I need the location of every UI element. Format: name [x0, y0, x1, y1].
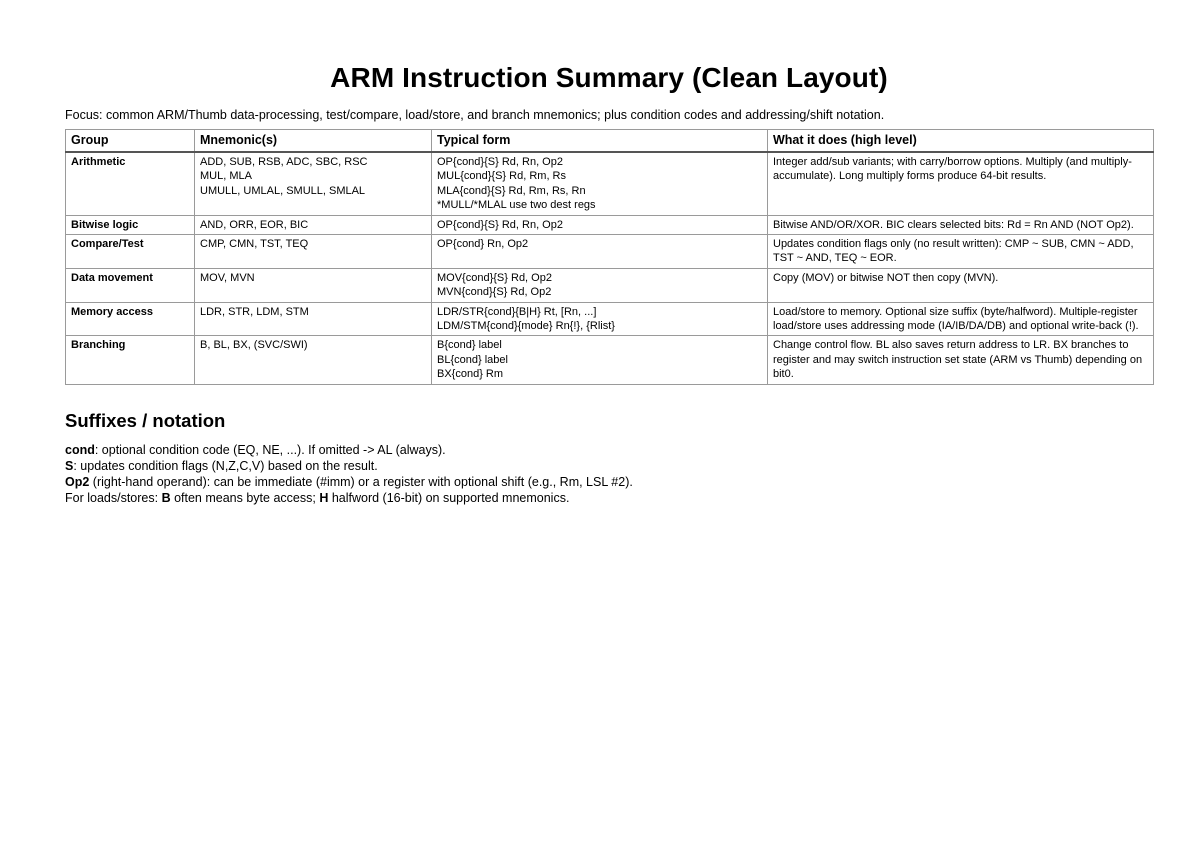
focus-paragraph: Focus: common ARM/Thumb data-processing, test/compare, load/store, and branch mnemonics; plus condition codes and addressing/shift notation.	[65, 108, 885, 122]
table-row	[66, 235, 1154, 269]
row-mnemonics	[195, 336, 432, 384]
form-line: B{cond} label	[437, 339, 502, 352]
form-line: OP{cond}{S} Rd, Rn, Op2	[437, 218, 563, 231]
mnemonic-line: AND, ORR, EOR, BIC	[200, 218, 309, 231]
note-text: often means byte access;	[170, 490, 320, 505]
mnemonic-line: CMP, CMN, TST, TEQ	[200, 238, 309, 251]
row-group: Compare/Test	[66, 235, 195, 269]
form-line: MUL{cond}{S} Rd, Rm, Rs	[437, 170, 567, 183]
row-mnemonics	[195, 152, 432, 215]
mnemonic-line: MUL, MLA	[200, 170, 252, 183]
suffixes-heading: Suffixes / notation	[65, 409, 226, 431]
row-group: Memory access	[66, 302, 195, 336]
table-row	[66, 215, 1154, 234]
row-typical-form	[432, 235, 768, 269]
form-line: MVN{cond}{S} Rd, Op2	[437, 286, 552, 299]
row-description: Bitwise AND/OR/XOR. BIC clears selected bits: Rd = Rn AND (NOT Op2).	[768, 215, 1154, 234]
instruction-summary-table	[65, 129, 1154, 385]
row-group: Data movement	[66, 268, 195, 302]
note-term: H	[319, 490, 329, 505]
form-line: BL{cond} label	[437, 353, 508, 366]
note-text: : optional condition code (EQ, NE, ...). If omitted -> AL (always).	[94, 442, 446, 457]
note-text: halfword (16-bit) on supported mnemonics.	[328, 490, 570, 505]
row-mnemonics	[195, 268, 432, 302]
note-op2	[65, 474, 1153, 490]
row-group: Branching	[66, 336, 195, 384]
table-row	[66, 336, 1154, 384]
header-description: What it does (high level)	[768, 130, 1154, 153]
row-description: Change control flow. BL also saves return address to LR. BX branches to register and may switch instruction set state (ARM vs Thumb) depending on bit0.	[768, 336, 1154, 384]
note-term: cond	[65, 442, 95, 457]
row-description: Integer add/sub variants; with carry/borrow options. Multiply (and multiply-accumulate). Long multiply forms produce 64-bit results.	[768, 152, 1154, 215]
row-typical-form	[432, 152, 768, 215]
form-line: LDR/STR{cond}{B|H} Rt, [Rn, ...]	[437, 305, 597, 318]
note-cond	[65, 442, 1153, 458]
row-typical-form	[432, 268, 768, 302]
suffixes-notes	[65, 442, 1153, 506]
mnemonic-line: MOV, MVN	[200, 271, 255, 284]
note-loads-stores	[65, 490, 1153, 506]
row-typical-form	[432, 302, 768, 336]
form-line: OP{cond} Rn, Op2	[437, 238, 529, 251]
table-row	[66, 302, 1154, 336]
mnemonic-line: ADD, SUB, RSB, ADC, SBC, RSC	[200, 156, 368, 168]
table-row	[66, 152, 1154, 215]
note-s	[65, 458, 1153, 474]
form-line: LDM/STM{cond}{mode} Rn{!}, {Rlist}	[437, 320, 615, 333]
row-description: Load/store to memory. Optional size suffix (byte/halfword). Multiple-register load/store uses addressing mode (IA/IB/DA/DB) and optional write-back (!).	[768, 302, 1154, 336]
row-description: Copy (MOV) or bitwise NOT then copy (MVN).	[768, 268, 1154, 302]
mnemonic-line: B, BL, BX, (SVC/SWI)	[200, 339, 308, 352]
note-text: For loads/stores:	[65, 490, 162, 505]
header-typical-form: Typical form	[432, 130, 768, 153]
row-mnemonics	[195, 215, 432, 234]
row-description: Updates condition flags only (no result written): CMP ~ SUB, CMN ~ ADD, TST ~ AND, TEQ ~ EOR.	[768, 235, 1154, 269]
header-group: Group	[66, 130, 195, 153]
form-line: BX{cond} Rm	[437, 368, 504, 381]
note-text: : updates condition flags (N,Z,C,V) based on the result.	[73, 458, 378, 473]
mnemonic-line: UMULL, UMLAL, SMULL, SMLAL	[200, 184, 366, 197]
note-term: Op2	[65, 474, 90, 489]
row-typical-form	[432, 336, 768, 384]
row-group: Bitwise logic	[66, 215, 195, 234]
note-term: S	[65, 458, 74, 473]
row-mnemonics	[195, 302, 432, 336]
note-text: (right-hand operand): can be immediate (#imm) or a register with optional shift (e.g., Rm, LSL #2).	[89, 474, 633, 489]
mnemonic-line: LDR, STR, LDM, STM	[200, 305, 309, 318]
table-header-row	[66, 130, 1154, 153]
form-line: MOV{cond}{S} Rd, Op2	[437, 271, 552, 284]
form-line: *MULL/*MLAL use two dest regs	[437, 199, 596, 212]
page-title: ARM Instruction Summary (Clean Layout)	[330, 62, 888, 93]
header-mnemonics: Mnemonic(s)	[195, 130, 432, 153]
note-term: B	[161, 490, 171, 505]
row-group: Arithmetic	[66, 152, 195, 215]
table-row	[66, 268, 1154, 302]
row-typical-form	[432, 215, 768, 234]
row-mnemonics	[195, 235, 432, 269]
form-line: OP{cond}{S} Rd, Rn, Op2	[437, 156, 563, 168]
form-line: MLA{cond}{S} Rd, Rm, Rs, Rn	[437, 184, 586, 197]
